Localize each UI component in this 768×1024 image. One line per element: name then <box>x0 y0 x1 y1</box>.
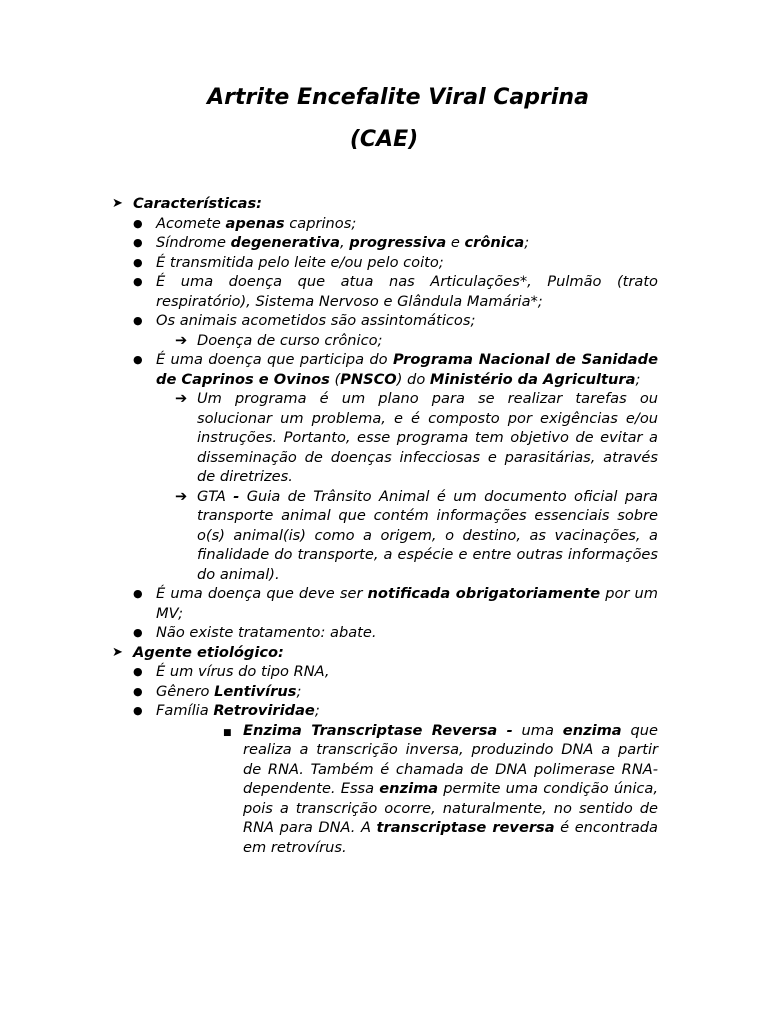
list-item: ● É uma doença que deve ser notificada obrigatoriamente por um MV; <box>133 585 659 622</box>
right-arrow-icon: ➔ <box>175 390 188 407</box>
list-item: ● Família Retroviridae; <box>133 702 320 719</box>
bullet-icon: ● <box>133 626 143 639</box>
document-title: Artrite Encefalite Viral Caprina <box>207 85 589 110</box>
list-item: ● É uma doença que participa do Programa Nacional de Sanidade de Caprinos e Ovinos (PNSCO) do Ministério da Agricultura; <box>133 351 658 388</box>
sub-list-item: ➔ Um programa é um plano para se realizar tarefas ou solucionar um problema, e é composto por exigências e/ou instruções. Portanto, esse programa tem objetivo de evitar a disseminação de doenças infecciosas e parasitárias, através de diretrizes. <box>175 390 658 485</box>
bullet-icon: ● <box>133 275 143 288</box>
document-body <box>0 194 768 857</box>
list-item: ● É um vírus do tipo RNA, <box>133 663 330 680</box>
list-item: ● Não existe tratamento: abate. <box>133 624 377 641</box>
sub-list-item: ■ Enzima Transcriptase Reversa - uma enzima que realiza a transcrição inversa, produzindo DNA a partir de RNA. Também é chamada de DNA polimerase RNA-dependente. Essa enzima permite uma condição única, pois a transcrição ocorre, naturalmente, no sentido de RNA para DNA. A transcriptase reversa é encontrada em retrovírus. <box>223 721 659 856</box>
right-arrow-icon: ➔ <box>175 487 188 505</box>
bullet-icon: ● <box>133 216 143 230</box>
square-bullet-icon: ■ <box>223 727 232 738</box>
bullet-icon: ● <box>133 704 143 717</box>
bullet-icon: ● <box>133 587 143 600</box>
list-item: ● Síndrome degenerativa, progressiva e crônica; <box>133 234 530 251</box>
bullet-icon: ● <box>133 665 143 678</box>
list-item: ● É transmitida pelo leite e/ou pelo coito; <box>133 253 444 271</box>
list-item: ● Os animais acometidos são assintomáticos; <box>133 312 476 329</box>
list-item: ● É uma doença que atua nas Articulações*, Pulmão (trato respiratório), Sistema Nervoso e Glândula Mamária*; <box>133 273 658 310</box>
section-heading-agente-etiologico: ➤ Agente etiológico: <box>112 643 284 661</box>
bullet-icon: ● <box>133 353 143 366</box>
section-heading-caracteristicas: ➤ Características: <box>112 195 263 212</box>
document-subtitle: (CAE) <box>349 127 419 152</box>
sub-list-item: ➔ GTA - Guia de Trânsito Animal é um documento oficial para transporte animal que contém informações essenciais sobre o(s) animal(is) como a origem, o destino, as vacinações, a finalidade do transporte, a espécie e entre outras informações do animal). <box>175 487 658 583</box>
list-item: ● Acomete apenas caprinos; <box>133 214 357 232</box>
bullet-icon: ● <box>133 314 143 327</box>
bullet-icon: ● <box>133 236 143 249</box>
arrow-bullet-icon: ➤ <box>112 196 123 211</box>
bullet-icon: ● <box>133 684 143 698</box>
bullet-icon: ● <box>133 255 143 269</box>
arrow-bullet-icon: ➤ <box>112 644 123 660</box>
right-arrow-icon: ➔ <box>175 331 188 349</box>
list-item: ● Gênero Lentivírus; <box>133 682 302 700</box>
sub-list-item: ➔ Doença de curso crônico; <box>175 331 383 349</box>
